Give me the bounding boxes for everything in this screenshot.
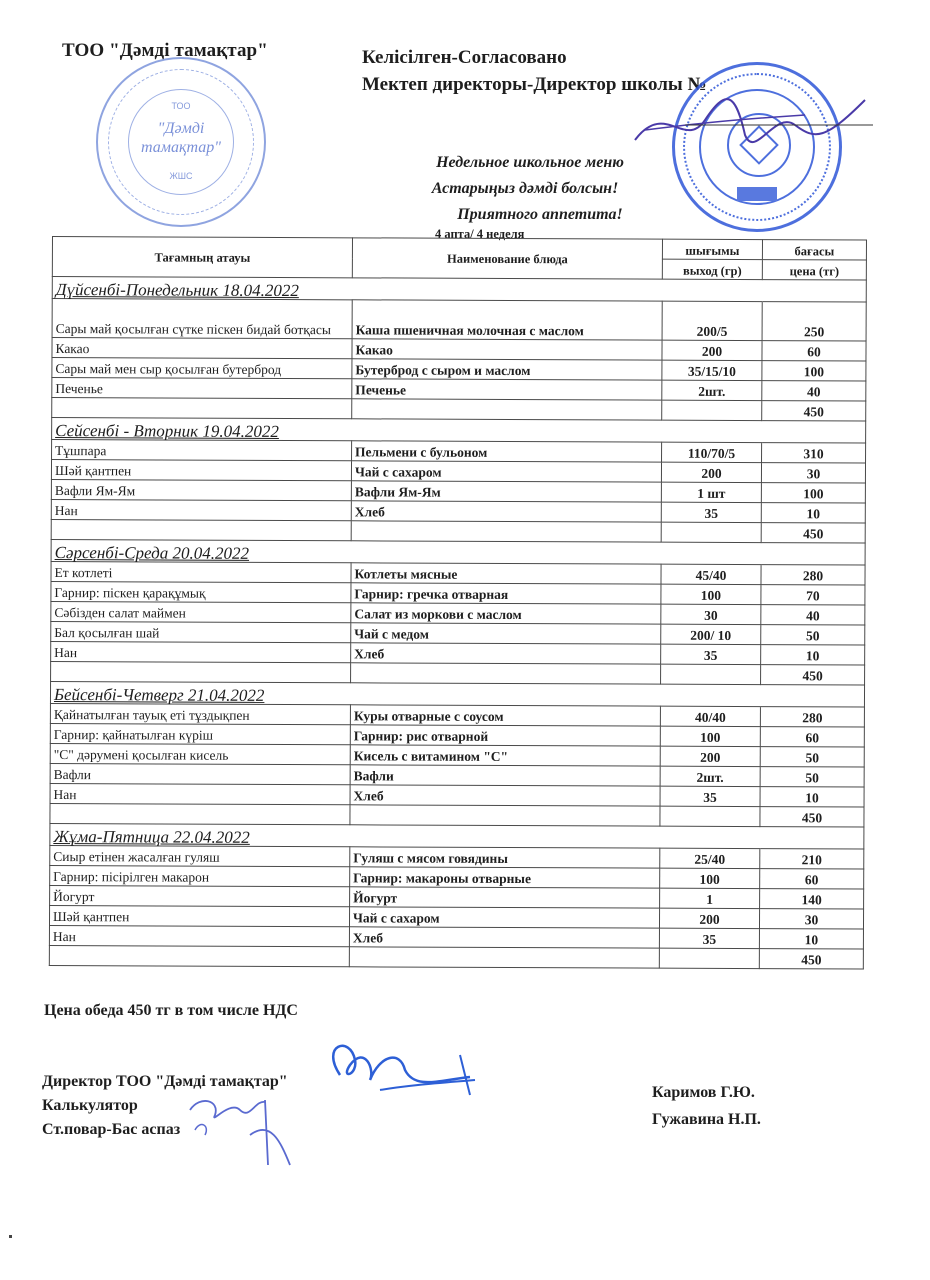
day-header-row <box>51 539 865 565</box>
scan-speck <box>9 1235 12 1238</box>
dish-price: 40 <box>762 381 866 401</box>
day-label-blank <box>761 543 865 565</box>
greeting-kz: Астарыңыз дәмді болсын! <box>431 180 619 197</box>
dish-output: 110/70/5 <box>662 442 762 462</box>
dish-name-kz: Какао <box>52 338 352 359</box>
day-header-row <box>52 277 866 303</box>
menu-title: Недельное школьное меню <box>436 154 624 171</box>
day-total: 450 <box>761 523 865 543</box>
dish-name-ru: Хлеб <box>349 927 659 948</box>
calculator-signature-icon <box>180 1090 300 1170</box>
dish-price: 60 <box>762 341 866 361</box>
header-price-kz: бағасы <box>762 240 866 260</box>
total-blank <box>351 521 661 542</box>
company-director-signature-icon <box>320 1035 480 1105</box>
table-header-row <box>52 237 866 261</box>
stamp-center-line1: "Дәмді <box>157 120 205 137</box>
dish-name-kz: Вафли <box>50 763 350 784</box>
dish-price: 60 <box>760 869 864 889</box>
day-label: Сәрсенбі-Среда 20.04.2022 <box>51 539 761 564</box>
dish-price: 70 <box>761 585 865 605</box>
day-label: Сейсенбі - Вторник 19.04.2022 <box>52 418 762 443</box>
dish-price: 210 <box>760 849 864 869</box>
day-label: Бейсенбі-Четверг 21.04.2022 <box>50 681 760 706</box>
day-label-blank <box>760 685 864 707</box>
menu-table <box>49 236 867 970</box>
menu-item-row <box>50 743 864 767</box>
day-total-row <box>49 945 863 969</box>
signer-name-director: Каримов Г.Ю. <box>652 1084 755 1101</box>
day-header-row <box>50 681 864 707</box>
dish-price: 280 <box>760 707 864 727</box>
dish-name-kz: Шәй қантпен <box>49 905 349 926</box>
dish-name-kz: Гарнир: пісірілген макарон <box>50 865 350 886</box>
dish-name-ru: Вафли <box>350 765 660 786</box>
dish-price: 140 <box>760 889 864 909</box>
dish-output: 200 <box>662 340 762 360</box>
dish-output: 25/40 <box>660 848 760 868</box>
menu-item-row <box>50 845 864 869</box>
dish-name-ru: Чай с сахаром <box>351 461 661 482</box>
day-label-blank <box>760 827 864 849</box>
dish-name-ru: Каша пшеничная молочная с маслом <box>352 300 662 340</box>
dish-price: 50 <box>761 625 865 645</box>
day-label-blank <box>762 421 866 443</box>
total-blank <box>660 806 760 826</box>
menu-item-row <box>50 703 864 727</box>
dish-name-kz: Тұшпара <box>52 440 352 461</box>
dish-price: 10 <box>760 787 864 807</box>
day-header-row <box>50 823 864 849</box>
total-blank <box>352 399 662 420</box>
total-blank <box>51 661 351 682</box>
header-ru-name: Наименование блюда <box>352 238 662 279</box>
dish-output: 100 <box>660 868 760 888</box>
dish-output: 35/15/10 <box>662 360 762 380</box>
dish-price: 50 <box>760 747 864 767</box>
signer-role-calculator: Калькулятор <box>42 1097 138 1114</box>
dish-name-ru: Чай с сахаром <box>349 907 659 928</box>
day-total: 450 <box>759 949 863 969</box>
dish-name-ru: Гарнир: гречка отварная <box>351 583 661 604</box>
stamp-block <box>737 187 777 201</box>
dish-name-ru: Гуляш с мясом говядины <box>350 847 660 868</box>
total-blank <box>50 803 350 824</box>
dish-name-kz: Қайнатылған тауық еті тұздықпен <box>50 703 350 724</box>
company-stamp <box>96 57 266 227</box>
day-total: 450 <box>761 665 865 685</box>
dish-price: 100 <box>761 483 865 503</box>
dish-price: 10 <box>761 645 865 665</box>
total-blank <box>349 947 659 968</box>
signer-role-director: Директор ТОО "Дәмді тамақтар" <box>42 1073 288 1090</box>
total-blank <box>662 400 762 420</box>
total-blank <box>351 663 661 684</box>
dish-name-kz: Шәй қантпен <box>51 460 351 481</box>
dish-output: 2шт. <box>660 766 760 786</box>
dish-name-kz: Бал қосылған шай <box>51 621 351 642</box>
dish-price: 280 <box>761 565 865 585</box>
dish-output: 1 шт <box>661 482 761 502</box>
dish-name-ru: Котлеты мясные <box>351 563 661 584</box>
dish-output: 200/5 <box>662 301 762 340</box>
dish-output: 35 <box>661 644 761 664</box>
day-label: Жұма-Пятница 22.04.2022 <box>50 823 760 848</box>
organization-title: ТОО "Дәмді тамақтар" <box>62 40 268 61</box>
dish-output: 100 <box>661 584 761 604</box>
dish-price: 30 <box>759 909 863 929</box>
dish-name-ru: Какао <box>352 339 662 360</box>
week-label: 4 апта/ 4 неделя <box>435 227 525 241</box>
approval-line-1: Келісілген-Согласовано <box>362 47 567 68</box>
stamp-bottom-text: ЖШС <box>169 171 193 181</box>
dish-name-kz: Сары май қосылған сүтке піскен бидай ботқасы <box>52 299 352 339</box>
dish-output: 35 <box>660 786 760 806</box>
day-total: 450 <box>762 401 866 421</box>
dish-name-kz: Йогурт <box>50 885 350 906</box>
dish-name-ru: Хлеб <box>351 643 661 664</box>
dish-output: 100 <box>660 726 760 746</box>
dish-name-ru: Хлеб <box>350 785 660 806</box>
dish-price: 310 <box>762 443 866 463</box>
dish-output: 40/40 <box>660 706 760 726</box>
dish-name-kz: Сиыр етінен жасалған гуляш <box>50 845 350 866</box>
dish-name-kz: "С" дәрумені қосылған кисель <box>50 743 350 764</box>
total-blank <box>49 945 349 966</box>
dish-name-kz: Печенье <box>52 378 352 399</box>
dish-name-ru: Гарнир: рис отварной <box>350 725 660 746</box>
dish-price: 10 <box>759 929 863 949</box>
menu-item-row <box>50 865 864 889</box>
dish-name-ru: Хлеб <box>351 501 661 522</box>
total-blank <box>659 948 759 968</box>
dish-price: 40 <box>761 605 865 625</box>
header-price-ru: цена (тг) <box>762 260 866 280</box>
greeting-ru: Приятного аппетита! <box>457 206 623 223</box>
dish-price: 30 <box>761 463 865 483</box>
total-blank <box>661 522 761 542</box>
dish-name-kz: Сәбізден салат маймен <box>51 601 351 622</box>
dish-output: 30 <box>661 604 761 624</box>
dish-name-kz: Нан <box>51 499 351 520</box>
menu-item-row <box>50 723 864 747</box>
dish-name-ru: Пельмени с бульоном <box>352 441 662 462</box>
price-note: Цена обеда 450 тг в том числе НДС <box>44 1002 298 1019</box>
signers-names <box>652 1079 761 1133</box>
stamp-center-line2: тамақтар" <box>141 139 221 156</box>
dish-name-ru: Куры отварные с соусом <box>350 705 660 726</box>
dish-name-kz: Сары май мен сыр қосылған бутерброд <box>52 358 352 379</box>
total-blank <box>350 805 660 826</box>
total-blank <box>51 519 351 540</box>
signer-name-calculator: Гужавина Н.П. <box>652 1111 761 1128</box>
dish-name-kz: Нан <box>49 925 349 946</box>
menu-item-row <box>52 358 866 382</box>
dish-name-ru: Вафли Ям-Ям <box>351 481 661 502</box>
menu-item-row <box>51 601 865 625</box>
menu-item-row <box>51 581 865 605</box>
dish-name-kz: Гарнир: піскен қарақұмық <box>51 581 351 602</box>
dish-price: 100 <box>762 361 866 381</box>
stamp-top-text: ТОО <box>171 101 191 111</box>
dish-name-ru: Чай с медом <box>351 623 661 644</box>
header-output-ru: выход (гр) <box>662 259 762 279</box>
signer-role-chef: Ст.повар-Бас аспаз <box>42 1121 181 1138</box>
menu-item-row <box>52 299 866 342</box>
dish-name-ru: Кисель с витамином "С" <box>350 745 660 766</box>
dish-price: 50 <box>760 767 864 787</box>
dish-output: 1 <box>660 888 760 908</box>
dish-name-ru: Йогурт <box>350 887 660 908</box>
dish-name-kz: Ет котлеті <box>51 561 351 582</box>
dish-output: 200 <box>659 908 759 928</box>
dish-price: 60 <box>760 727 864 747</box>
dish-output: 200 <box>661 462 761 482</box>
day-total: 450 <box>760 807 864 827</box>
stamp-center-text <box>98 119 264 157</box>
dish-output: 200/ 10 <box>661 624 761 644</box>
dish-output: 35 <box>659 928 759 948</box>
dish-price: 250 <box>762 302 866 341</box>
header-kz-name: Тағамның атауы <box>52 237 352 278</box>
day-label: Дүйсенбі-Понедельник 18.04.2022 <box>52 277 762 302</box>
dish-name-kz: Нан <box>50 783 350 804</box>
dish-name-kz: Нан <box>51 641 351 662</box>
dish-output: 45/40 <box>661 564 761 584</box>
dish-name-kz: Вафли Ям-Ям <box>51 479 351 500</box>
menu-title-block <box>395 150 665 228</box>
total-blank <box>661 664 761 684</box>
day-header-row <box>52 418 866 444</box>
dish-name-ru: Печенье <box>352 379 662 400</box>
dish-name-ru: Гарнир: макароны отварные <box>350 867 660 888</box>
dish-name-kz: Гарнир: қайнатылған күріш <box>50 723 350 744</box>
header-output-kz: шығымы <box>662 239 762 259</box>
dish-name-ru: Бутерброд с сыром и маслом <box>352 359 662 380</box>
approval-line-2: Мектеп директоры-Директор школы № <box>362 74 707 95</box>
total-blank <box>52 398 352 419</box>
dish-output: 2шт. <box>662 380 762 400</box>
day-label-blank <box>762 280 866 302</box>
dish-output: 35 <box>661 502 761 522</box>
dish-output: 200 <box>660 746 760 766</box>
dish-name-ru: Салат из моркови с маслом <box>351 603 661 624</box>
dish-price: 10 <box>761 503 865 523</box>
